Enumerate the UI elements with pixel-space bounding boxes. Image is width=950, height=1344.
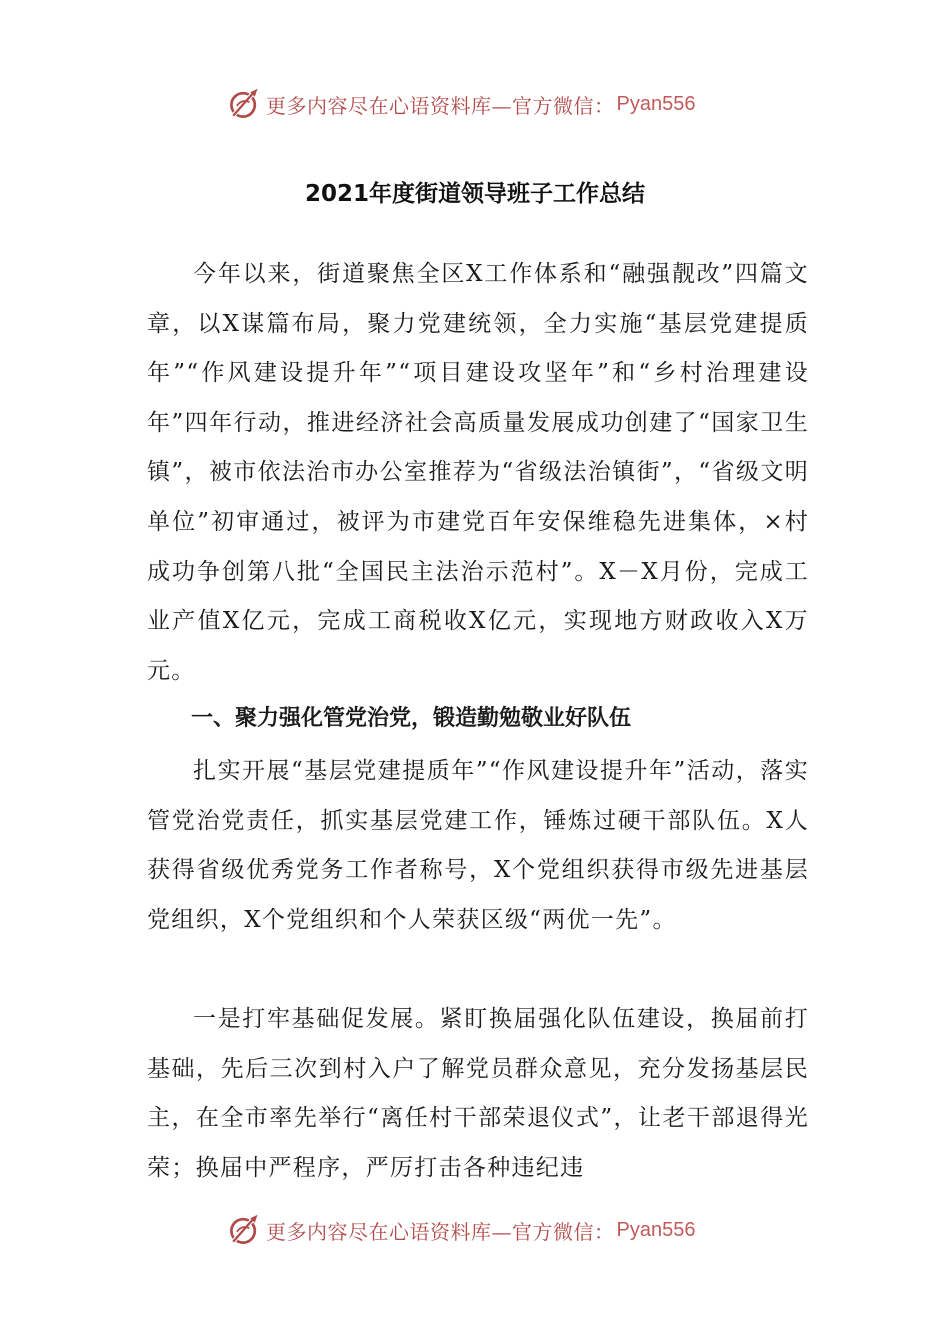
watermark-banner-bottom [226, 1210, 695, 1250]
watermark-text: 更多内容尽在心语资料库—官方微信： [266, 93, 615, 118]
watermark-text: 更多内容尽在心语资料库—官方微信： [266, 1219, 615, 1244]
section-paragraph: 扎实开展“基层党建提质年”“作风建设提升年”活动，落实管党治党责任，抓实基层党建工作，锤炼过硬干部队伍。X人获得省级优秀党务工作者称号，X个党组织获得市级先进基层党组织，X个党组织和个人荣获区级“两优一先”。 [147, 758, 809, 933]
document-title: 2021年度街道领导班子工作总结 [304, 181, 645, 207]
section-heading: 一、聚力强化管党治党，锻造勤勉敬业好队伍 [191, 706, 632, 731]
pen-circle-logo-icon [226, 1212, 262, 1248]
pen-circle-logo-icon [226, 86, 262, 122]
section-paragraph: 一是打牢基础促发展。紧盯换届强化队伍建设，换届前打基础，先后三次到村入户了解党员群众意见，充分发扬基层民主，在全市率先举行“离任村干部荣退仪式”，让老干部退得光荣；换届中严程序，严厉打击各种违纪违 [147, 1006, 809, 1181]
intro-paragraph: 今年以来，街道聚焦全区X工作体系和“融强靓改”四篇文章，以X谋篇布局，聚力党建统领，全力实施“基层党建提质年”“作风建设提升年”“项目建设攻坚年”和“乡村治理建设年”四年行动，推进经济社会高质量发展成功创建了“国家卫生镇”，被市依法治市办公室推荐为“省级法治镇街”，“省级文明单位”初审通过，被评为市建党百年安保维稳先进集体，×村成功争创第八批“全国民主法治示范村”。X－X月份，完成工业产值X亿元，完成工商税收X亿元，实现地方财政收入X万元。 [147, 261, 809, 684]
watermark-banner-top [226, 84, 695, 124]
watermark-wechat-id: Pyan556 [616, 1218, 696, 1241]
watermark-wechat-id: Pyan556 [616, 92, 696, 115]
